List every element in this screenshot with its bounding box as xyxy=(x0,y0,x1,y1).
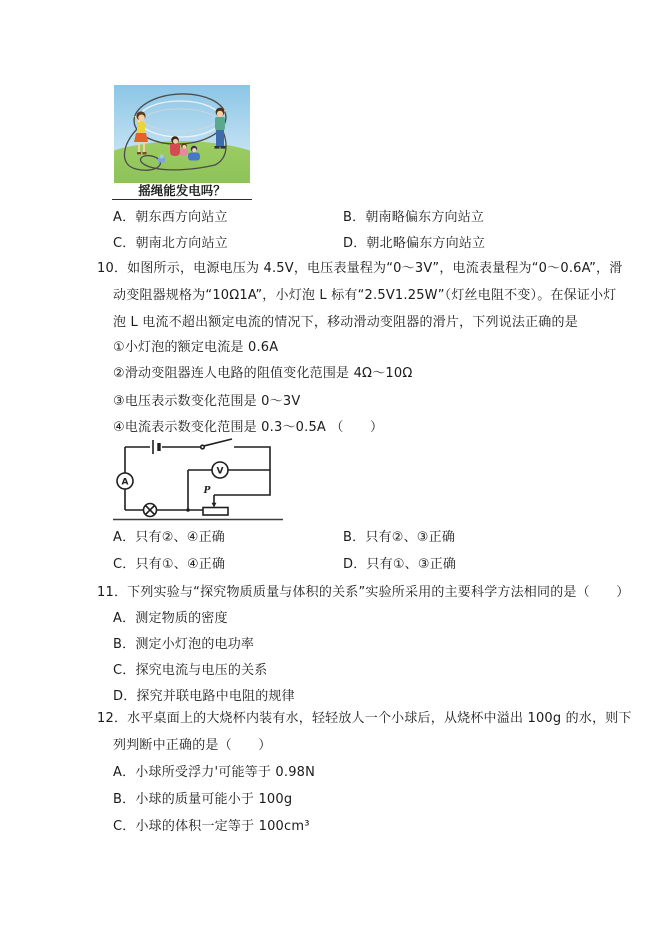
option-text: 小球所受浮力'可能等于 0.98N xyxy=(135,765,316,780)
q10-option-c xyxy=(113,557,225,572)
q12-stem-line1: 12．水平桌面上的大烧杯内装有水，轻轻放人一个小球后，从烧杯中溢出 100g 的水，则下 xyxy=(97,711,632,726)
q11-option-d xyxy=(113,689,295,704)
q11-option-c xyxy=(113,663,268,678)
option-text: 测定物质的密度 xyxy=(135,611,228,626)
option-text: 小球的质量可能小于 100g xyxy=(135,792,293,807)
option-text: 小球的体积一定等于 100cm³ xyxy=(135,819,310,834)
option-text: 朝南北方向站立 xyxy=(135,236,228,251)
switch-blade xyxy=(205,439,233,446)
option-text: 只有①、③正确 xyxy=(366,557,457,572)
option-text: 只有①、④正确 xyxy=(135,557,226,572)
option-label: D． xyxy=(113,689,137,704)
option-text: 探究电流与电压的关系 xyxy=(135,663,268,678)
option-label: C． xyxy=(113,819,136,834)
q11-option-a xyxy=(113,611,228,626)
option-text: 朝南略偏东方向站立 xyxy=(365,210,485,225)
circuit-diagram xyxy=(113,437,283,521)
switch-pivot xyxy=(201,445,205,449)
option-text: 测定小灯泡的电功率 xyxy=(135,637,255,652)
q10-option-b xyxy=(343,530,455,545)
q11-stem: 11．下列实验与“探究物质质量与体积的关系”实验所采用的主要科学方法相同的是（ ） xyxy=(97,585,630,600)
option-label: A． xyxy=(113,210,136,225)
q12-option-c xyxy=(113,819,310,834)
option-text: 朝东西方向站立 xyxy=(135,210,228,225)
rheostat-body xyxy=(203,508,228,516)
option-label: B． xyxy=(113,792,136,807)
q10-stem-line3: 泡 L 电流不超出额定电流的情况下，移动滑动变阻器的滑片，下列说法正确的是 xyxy=(113,315,578,330)
option-text: 只有②、③正确 xyxy=(365,530,456,545)
circuit-figure xyxy=(113,437,283,521)
q12-stem-line2: 列判断中正确的是（ ） xyxy=(113,738,272,753)
q12-option-a xyxy=(113,765,315,780)
option-label: D． xyxy=(343,557,367,572)
q10-statement-2: ②滑动变阻器连人电路的阻值变化范围是 4Ω～10Ω xyxy=(113,366,413,381)
q9-option-a xyxy=(113,210,228,225)
q10-statement-4: ④电流表示数变化范围是 0.3～0.5A （ ） xyxy=(113,420,384,435)
boy-right xyxy=(215,108,226,149)
voltmeter-label: V xyxy=(216,466,224,477)
option-label: C． xyxy=(113,663,136,678)
option-label: A． xyxy=(113,530,136,545)
option-label: C． xyxy=(113,236,136,251)
option-label: A． xyxy=(113,765,136,780)
option-label: C． xyxy=(113,557,136,572)
option-text: 只有②、④正确 xyxy=(135,530,226,545)
q9-option-b xyxy=(343,210,484,225)
option-text: 探究并联电路中电阻的规律 xyxy=(136,689,295,704)
q10-stem-line1: 10．如图所示，电源电压为 4.5V，电压表量程为“0～3V”，电流表量程为“0～0.6A”，滑 xyxy=(97,261,623,276)
q11-option-b xyxy=(113,637,254,652)
q9-option-d xyxy=(343,236,485,251)
rope-figure-caption: 摇绳能发电吗？ xyxy=(112,184,252,200)
q9-option-c xyxy=(113,236,228,251)
option-label: A． xyxy=(113,611,136,626)
q10-statement-1: ①小灯泡的额定电流是 0.6A xyxy=(113,340,279,355)
option-label: B． xyxy=(343,530,366,545)
rope-figure xyxy=(114,85,250,187)
slider-label: P xyxy=(203,486,211,496)
ammeter-label: A xyxy=(121,477,129,488)
option-label: B． xyxy=(113,637,136,652)
q10-stem-line2: 动变阻器规格为“10Ω1A”，小灯泡 L 标有“2.5V1.25W”（灯丝电阻不变）。在保证小灯 xyxy=(113,288,617,303)
q10-option-a xyxy=(113,530,225,545)
option-text: 朝北略偏东方向站立 xyxy=(366,236,486,251)
q10-statement-3: ③电压表示数变化范围是 0～3V xyxy=(113,394,301,409)
q10-option-d xyxy=(343,557,456,572)
option-label: D． xyxy=(343,236,367,251)
junction-dot xyxy=(186,508,190,512)
option-label: B． xyxy=(343,210,366,225)
rope-illustration xyxy=(114,85,250,183)
q12-option-b xyxy=(113,792,292,807)
